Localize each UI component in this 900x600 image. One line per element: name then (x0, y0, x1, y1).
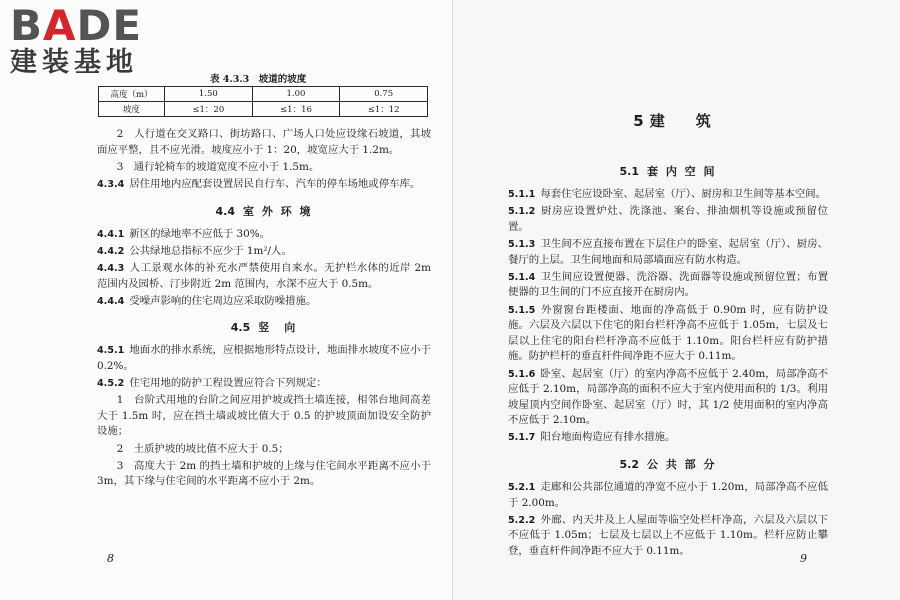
clause-4-4-3 (97, 261, 431, 292)
clause-text: 卧室、起居室（厅）的室内净高不应低于 2.40m，局部净高不应低于 2.10m，局部净高的面积不应大于室内使用面积的 1/3。利用坡屋顶内空间作卧室、起居室（厅）时，其 1/2 使用面积的室内净高不应低于 2.10m。 (508, 367, 828, 427)
section-heading-4-4 (97, 203, 431, 219)
clause-number: 5.2.1 (508, 482, 536, 494)
table-cell: 1.50 (165, 87, 253, 102)
table-row (99, 102, 428, 117)
clause-number: 5.1.3 (508, 238, 536, 250)
clause-number: 4.4.3 (97, 262, 125, 274)
clause-text: 受噪声影响的住宅周边应采取防噪措施。 (129, 294, 317, 307)
clause-text: 人工景观水体的补充水严禁使用自来水。无护栏水体的近岸 2m 范围内及园桥、汀步附近 2m 范围内，水深不应大于 0.5m。 (97, 261, 431, 290)
clause-number: 5.1.2 (508, 206, 536, 218)
clause-number: 5.2.2 (508, 514, 536, 526)
clause-4-5-2-item-2: 2 土质护坡的坡比值不应大于 0.5； (116, 442, 289, 455)
clause-number: 5.1.6 (508, 368, 536, 380)
clause-text: 厨房应设置炉灶、洗涤池、案台、排油烟机等设施或预留位置。 (508, 205, 828, 233)
clause-5-2-1 (508, 480, 828, 511)
section-heading-4-5 (97, 319, 431, 335)
section-title: 竖 向 (258, 321, 298, 335)
clause-number: 4.5.1 (97, 345, 125, 357)
clause-4-5-2-item-3: 3 高度大于 2m 的挡土墙和护坡的上缘与住宅间水平距离不应小于 3m，其下缘与住宅间的水平距离不应小于 2m。 (97, 459, 431, 488)
clause-5-2-2 (508, 513, 828, 560)
clause-text: 新区的绿地率不应低于 30%。 (129, 227, 271, 240)
clause-number: 5.1.4 (508, 271, 536, 283)
clause-text: 住宅用地的防护工程设置应符合下列规定： (129, 377, 327, 390)
logo-letters-de: DE (76, 1, 143, 50)
chapter-number: 5 (633, 112, 644, 130)
table-cell: 1.00 (252, 87, 340, 102)
clause-text: 外廊、内天井及上人屋面等临空处栏杆净高，六层及六层以下不应低于 1.05m；七层及七层以上不应低于 1.10m。栏杆应防止攀登，垂直杆件间净距不应大于 0.11m。 (508, 513, 828, 558)
clause-text: 走廊和公共部位通道的净宽不应小于 1.20m，局部净高不应低于 2.00m。 (508, 481, 828, 509)
clause-4-5-2 (97, 376, 431, 392)
clause-text: 居住用地内应配套设置居民自行车、汽车的停车场地或停车库。 (129, 177, 421, 190)
clause-number: 4.3.4 (97, 178, 125, 190)
section-title: 套 内 空 间 (647, 165, 717, 178)
clause-text: 地面水的排水系统，应根据地形特点设计，地面排水坡度不应小于 0.2%。 (97, 344, 431, 372)
clause-5-1-6 (508, 367, 828, 429)
page-number-left: 8 (107, 552, 114, 565)
clause-5-1-2 (508, 204, 828, 235)
section-heading-5-1 (508, 163, 828, 179)
section-number: 5.1 (619, 165, 639, 178)
clause-text: 每套住宅应设卧室、起居室（厅）、厨房和卫生间等基本空间。 (540, 188, 827, 200)
right-text-column (508, 163, 828, 561)
clause-4-3-3-item-3: 3 通行轮椅车的坡道宽度不应小于 1.5m。 (116, 160, 320, 173)
clause-text: 外窗窗台距楼面、地面的净高低于 0.90m 时，应有防护设施。六层及六层以下住宅的阳台栏杆净高不应低于 1.05m，七层及七层以上住宅的阳台栏杆净高不应低于 1.10m。阳台栏杆应有防护措施。防护栏杆的垂直杆件间净距不应大于 0.11m。 (508, 303, 828, 363)
logo-chinese-name: 建装基地 (10, 47, 138, 78)
clause-4-4-2 (97, 244, 431, 260)
bade-logo (10, 1, 180, 80)
clause-4-3-4 (97, 177, 431, 193)
clause-5-1-1 (508, 187, 828, 203)
clause-number: 5.1.1 (508, 189, 536, 200)
clause-number: 4.5.2 (97, 378, 125, 390)
chapter-name: 建 筑 (649, 112, 719, 130)
table-cell: ≤1：20 (165, 102, 253, 117)
slope-table (98, 86, 428, 117)
clause-text: 卫生间不应直接布置在下层住户的卧室、起居室（厅）、厨房、餐厅的上层。卫生间地面和局部墙面应有防水构造。 (508, 237, 828, 266)
table-title: 表 4.3.3 坡道的坡度 (210, 74, 307, 85)
table-cell: 0.75 (340, 87, 428, 102)
clause-number: 5.1.5 (508, 304, 536, 316)
clause-text: 阳台地面构造应有排水措施。 (540, 431, 676, 444)
section-heading-5-2 (508, 456, 828, 472)
clause-number: 4.4.4 (97, 295, 125, 307)
section-number: 5.2 (619, 458, 639, 472)
clause-5-1-3 (508, 237, 828, 268)
table-cell: ≤1：12 (340, 102, 428, 117)
table-row-label: 坡度 (99, 102, 165, 117)
chapter-title (452, 110, 900, 131)
clause-4-3-3-item-2: 2 人行道在交叉路口、街坊路口、广场人口处应设缘石坡道，其坡面应平整，且不应光滑。坡度应小于 1：20，坡宽应大于 1.2m。 (97, 128, 431, 156)
page-number-right: 9 (800, 552, 807, 565)
section-title: 公 共 部 分 (647, 458, 717, 472)
table-row (99, 87, 428, 102)
table-row-label: 高度（m） (99, 87, 165, 102)
clause-4-5-2-item-1: 1 台阶式用地的台阶之间应用护坡或挡土墙连接，相邻台地间高差大于 1.5m 时，应在挡土墙或坡比值大于 0.5 的护坡顶面加设安全防护设施； (97, 394, 431, 438)
clause-number: 4.4.1 (97, 228, 125, 240)
clause-text: 公共绿地总指标不应少于 1m²/人。 (129, 244, 292, 257)
clause-4-5-1 (97, 343, 431, 374)
clause-4-4-1 (97, 227, 431, 243)
clause-4-4-4 (97, 294, 431, 310)
clause-5-1-5 (508, 303, 828, 365)
section-number: 4.5 (230, 321, 251, 335)
clause-5-1-4 (508, 270, 828, 301)
section-title: 室 外 环 境 (243, 204, 313, 218)
clause-number: 4.4.2 (97, 245, 125, 257)
clause-text: 卫生间应设置便器、洗浴器、洗面器等设施或预留位置；布置便器的卫生间的门不应直接开在厨房内。 (508, 270, 828, 299)
left-text-column (97, 127, 431, 492)
logo-letter-a: A (43, 1, 77, 50)
clause-number: 5.1.7 (508, 432, 536, 444)
section-number: 4.4 (215, 204, 235, 218)
logo-wordmark (10, 1, 180, 50)
logo-letter-b: B (10, 1, 44, 50)
clause-5-1-7 (508, 430, 828, 446)
table-cell: ≤1：16 (252, 102, 340, 117)
